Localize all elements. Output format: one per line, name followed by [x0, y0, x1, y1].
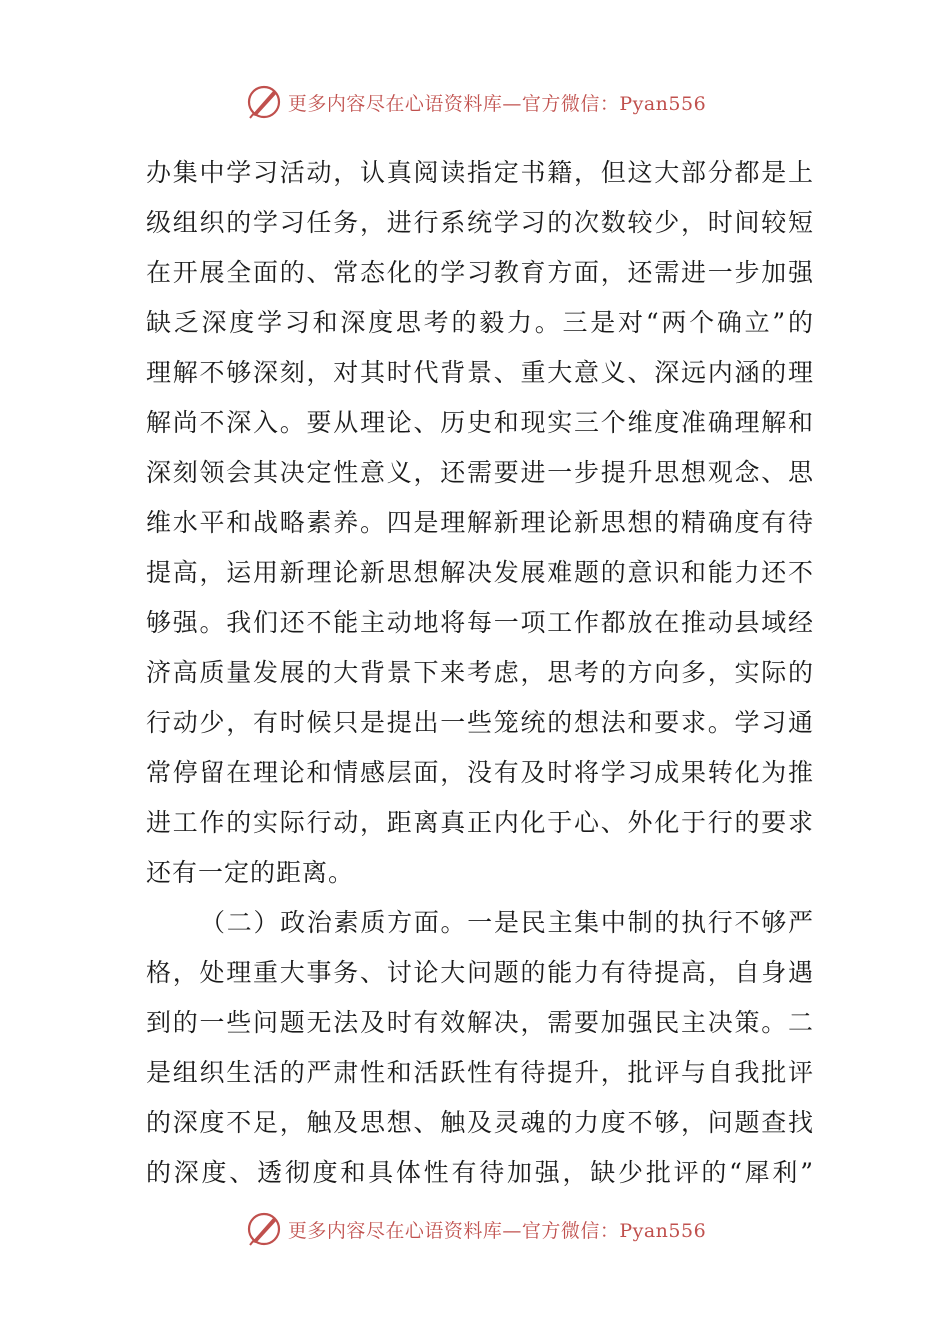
- header-banner-content: [244, 82, 706, 122]
- text-line: 是组织生活的严肃性和活跃性有待提升，批评与自我批评: [146, 1058, 814, 1087]
- text-line: 的深度、透彻度和具体性有待加强，缺少批评的“犀利”: [146, 1158, 814, 1187]
- header-watermark-banner: [0, 80, 950, 124]
- text-line: 行动少，有时候只是提出一些笼统的想法和要求。学习通: [146, 708, 814, 737]
- text-line: 级组织的学习任务，进行系统学习的次数较少，时间较短: [146, 208, 814, 237]
- footer-banner-content: [244, 1209, 706, 1249]
- text-line: 到的一些问题无法及时有效解决，需要加强民主决策。二: [146, 1008, 814, 1037]
- text-line: 理解不够深刻，对其时代背景、重大意义、深远内涵的理: [146, 358, 814, 387]
- text-line: 济高质量发展的大背景下来考虑，思考的方向多，实际的: [146, 658, 814, 687]
- quill-pen-logo-icon: [244, 82, 284, 122]
- text-line: 够强。我们还不能主动地将每一项工作都放在推动县域经: [146, 608, 814, 637]
- footer-banner-text: 更多内容尽在心语资料库—官方微信：Pyan556: [287, 1219, 707, 1242]
- text-line: 办集中学习活动，认真阅读指定书籍，但这大部分都是上: [146, 158, 814, 187]
- text-line: （二）政治素质方面。一是民主集中制的执行不够严: [200, 908, 814, 937]
- document-body: [146, 148, 814, 1198]
- quill-pen-logo-icon: [244, 1209, 284, 1249]
- paragraph-2: [146, 898, 814, 1198]
- text-line: 缺乏深度学习和深度思考的毅力。三是对“两个确立”的: [146, 308, 814, 337]
- text-line: 常停留在理论和情感层面，没有及时将学习成果转化为推: [146, 758, 814, 787]
- footer-watermark-banner: [0, 1207, 950, 1251]
- text-line: 在开展全面的、常态化的学习教育方面，还需进一步加强: [146, 258, 814, 287]
- text-line: 深刻领会其决定性意义，还需要进一步提升思想观念、思: [146, 458, 814, 487]
- text-line: 提高，运用新理论新思想解决发展难题的意识和能力还不: [146, 558, 814, 587]
- text-line: 解尚不深入。要从理论、历史和现实三个维度准确理解和: [146, 408, 814, 437]
- text-line: 进工作的实际行动，距离真正内化于心、外化于行的要求: [146, 808, 814, 837]
- text-line: 维水平和战略素养。四是理解新理论新思想的精确度有待: [146, 508, 814, 537]
- paragraph-1: [146, 148, 814, 898]
- text-line: 的深度不足，触及思想、触及灵魂的力度不够，问题查找: [146, 1108, 814, 1137]
- text-line: 格，处理重大事务、讨论大问题的能力有待提高，自身遇: [146, 958, 814, 987]
- header-banner-text: 更多内容尽在心语资料库—官方微信：Pyan556: [287, 92, 707, 115]
- text-line: 还有一定的距离。: [146, 858, 355, 887]
